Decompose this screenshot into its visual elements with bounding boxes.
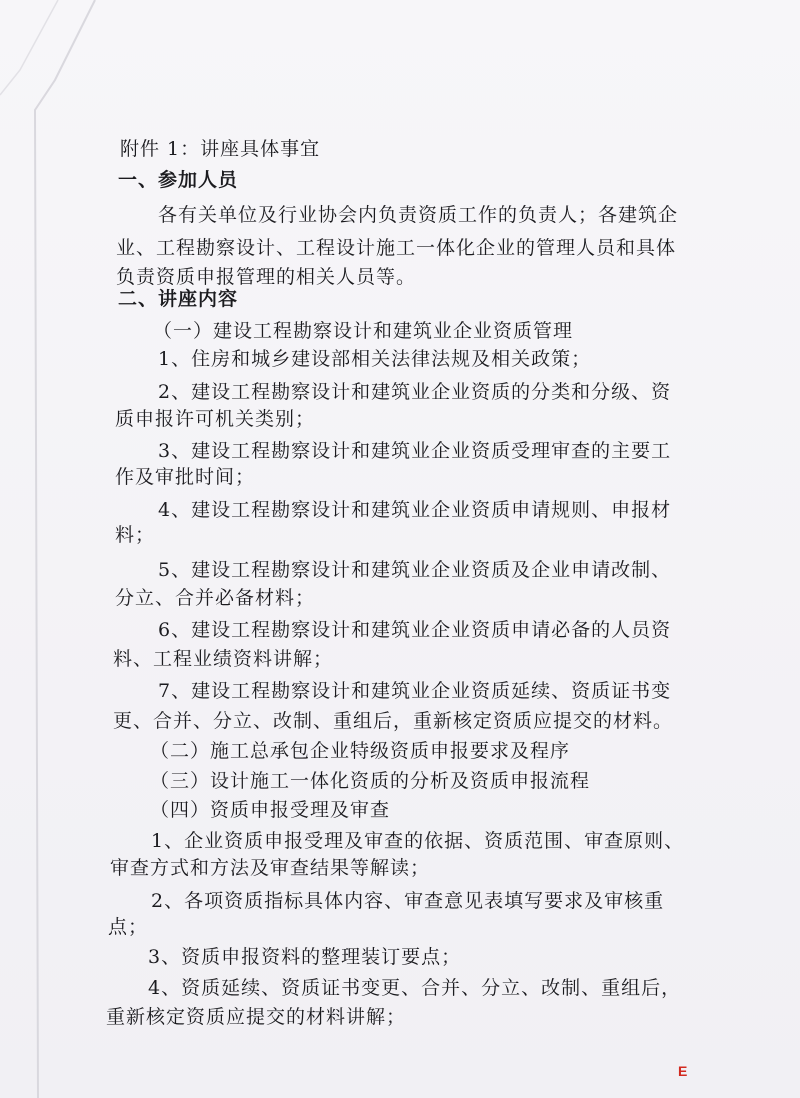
list-item: 2、建设工程勘察设计和建筑业企业资质的分类和分级、资 (158, 381, 672, 403)
attachment-title: 附件 1：讲座具体事宜 (120, 138, 321, 160)
list-item-continuation: 质申报许可机关类别； (115, 408, 316, 430)
list-item-continuation: 审查方式和方法及审查结果等解读； (110, 857, 431, 879)
page-mark: E (678, 1063, 688, 1079)
list-item: 4、资质延续、资质证书变更、合并、分立、改制、重组后， (148, 977, 682, 999)
list-item: 7、建设工程勘察设计和建筑业企业资质延续、资质证书变 (158, 680, 672, 702)
list-item: 6、建设工程勘察设计和建筑业企业资质申请必备的人员资 (158, 619, 672, 641)
list-item-continuation: 料、工程业绩资料讲解； (113, 648, 334, 670)
list-item-continuation: 料； (115, 524, 156, 546)
subsection-title: （四）资质申报受理及审查 (150, 799, 391, 821)
list-item: 3、建设工程勘察设计和建筑业企业资质受理审查的主要工 (158, 440, 672, 462)
list-item-continuation: 更、合并、分立、改制、重组后，重新核定资质应提交的材料。 (113, 710, 674, 732)
subsection-title: （一）建设工程勘察设计和建筑业企业资质管理 (153, 320, 574, 342)
list-item: 2、各项资质指标具体内容、审查意见表填写要求及审核重 (151, 890, 665, 912)
paragraph-line: 各有关单位及行业协会内负责资质工作的负责人；各建筑企 (158, 204, 679, 226)
section-heading-content: 二、讲座内容 (118, 288, 239, 310)
list-item-continuation: 分立、合并必备材料； (115, 587, 316, 609)
paragraph-line: 负责资质申报管理的相关人员等。 (116, 266, 417, 288)
section-heading-participants: 一、参加人员 (118, 169, 239, 191)
list-item: 1、住房和城乡建设部相关法律法规及相关政策； (158, 348, 592, 370)
paragraph-line: 业、工程勘察设计、工程设计施工一体化企业的管理人员和具体 (116, 237, 677, 259)
list-item: 4、建设工程勘察设计和建筑业企业资质申请规则、申报材 (158, 499, 672, 521)
subsection-title: （二）施工总承包企业特级资质申报要求及程序 (150, 740, 571, 762)
subsection-title: （三）设计施工一体化资质的分析及资质申报流程 (150, 770, 591, 792)
list-item: 5、建设工程勘察设计和建筑业企业资质及企业申请改制、 (158, 559, 672, 581)
list-item-continuation: 点； (108, 916, 149, 938)
list-item: 3、资质申报资料的整理装订要点； (148, 946, 462, 968)
list-item-continuation: 重新核定资质应提交的材料讲解； (106, 1006, 407, 1028)
list-item: 1、企业资质申报受理及审查的依据、资质范围、审查原则、 (151, 830, 685, 852)
list-item-continuation: 作及审批时间； (115, 466, 256, 488)
